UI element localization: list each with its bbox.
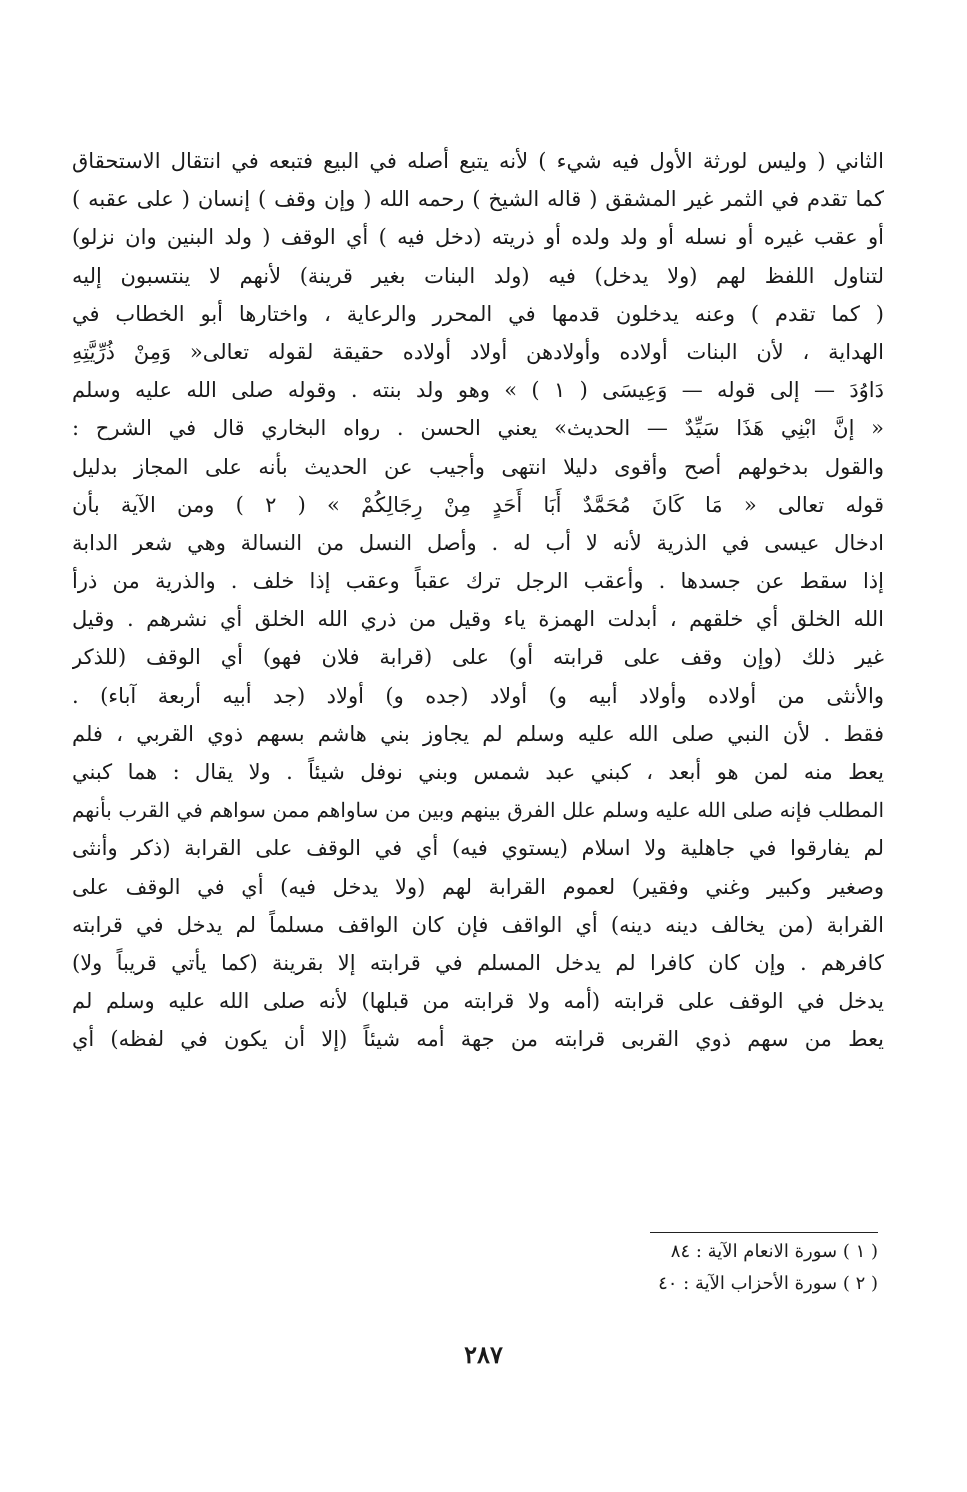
main-text-block — [72, 142, 884, 1059]
text-line-2: كما تقدم في الثمر غير المشقق ( قاله الشيخ ) رحمه الله ( وإن وقف ) إنسان ( على عقبه ) — [72, 187, 884, 212]
text-line-7: دَاوُدَ — إلى قوله — وَعِيسَى ( ١ ) » وهو ولد بنته . وقوله صلى الله عليه وسلم — [72, 378, 884, 403]
text-line-21: القرابة (من يخالف دينه دينه) أي الواقف فإن كان الواقف مسلماً لم يدخل في قرابته — [72, 912, 884, 937]
text-line-8: « إنَّ ابْنِي هَذَا سَيِّدٌ — الحديث» يعني الحسن . رواه البخاري قال في الشرح : — [72, 416, 884, 441]
text-line-20: وصغير وكبير وغني وفقير) لعموم القرابة لهم (ولا يدخل فيه) أي في الوقف على — [72, 874, 884, 899]
text-line-18: المطلب فإنه صلى الله عليه وسلم علل الفرق بينهم وبين من ساواهم ممن سواهم في القرب بأنهم — [72, 798, 884, 823]
text-line-1: الثاني ( وليس لورثة الأول فيه شيء ) لأنه يتبع أصله في البيع فتبعه في انتقال الاستحقاق — [72, 149, 884, 173]
text-line-10: قوله تعالى « مَا كَانَ مُحَمَّدٌ أَبَا أَحَدٍ مِنْ رِجَالِكُمْ » ( ٢ ) ومن الآية بأن — [72, 492, 884, 517]
text-line-16: فقط . لأن النبي صلى الله عليه وسلم لم يجاوز بني هاشم بسهم ذوي القربي ، فلم — [72, 721, 884, 746]
footnote-separator — [650, 1232, 878, 1233]
footnote-1: ( ١ ) سورة الانعام الآية : ٨٤ — [670, 1241, 878, 1262]
text-line-15: والأنثى من أولاده وأولاد أبيه و) أولاد (جده و) أولاد (جد أبيه أربعة آباء) . — [72, 683, 884, 708]
text-line-11: ادخال عيسى في الذرية لأنه لا أب له . وأصل النسل من النسالة وهي شعر الدابة — [72, 530, 884, 555]
footnotes — [480, 1236, 878, 1300]
text-line-23: يدخل في الوقف على قرابته (أمه ولا قرابته من قبلها) لأنه صلى الله عليه وسلم لم — [72, 989, 884, 1014]
text-line-4: لتناول اللفظ لهم (ولا يدخل) فيه (ولد البنات بغير قرينة) لأنهم لا ينتسبون إليه — [72, 263, 884, 288]
text-line-9: والقول بدخولهم أصح وأقوى دليلا انتهى وأجيب عن الحديث بأنه على المجاز بدليل — [72, 454, 884, 479]
text-line-12: إذا سقط عن جسدها . وأعقب الرجل ترك عقباً وعقب إذا خلف . والذرية من ذرأ — [72, 569, 884, 594]
text-line-5: ( كما تقدم ) وعنه يدخلون قدمها في المحرر والرعاية ، واختارها أبو الخطاب في — [72, 301, 884, 326]
text-line-3: أو عقب غيره أو نسله أو ولد ولده أو ذريته (دخل فيه ) أي الوقف ( ولد البنين وان نزلو) — [72, 225, 884, 250]
text-line-17: يعط منه لمن هو أبعد ، كبني عبد شمس وبني نوفل شيئاً . ولا يقال : هما كبني — [72, 760, 884, 784]
text-line-22: كافرهم . وإن كان كافرا لم يدخل المسلم في قرابته إلا بقرينة (كما يأتي قريباً ولا) — [72, 950, 884, 975]
footnote-2: ( ٢ ) سورة الأحزاب الآية : ٤٠ — [658, 1273, 878, 1294]
text-line-13: الله الخلق أي خلقهم ، أبدلت الهمزة ياء وقيل من ذري الله الخلق أي نشرهم . وقيل — [72, 607, 884, 632]
text-line-24: يعط من سهم ذوي القربى قرابته من جهة أمه شيئاً (إلا أن يكون في لفظه) أي — [72, 1027, 884, 1052]
page-number: ٢٨٧ — [464, 1340, 503, 1369]
text-line-6: الهداية ، لأن البنات أولاده وأولادهن أولاد أولاده حقيقة لقوله تعالى« وَمِنْ ذُرِّيَّتِهِ — [72, 339, 884, 364]
text-line-19: لم يفارقوا في جاهلية ولا اسلام (يستوي فيه) أي في الوقف على القرابة (ذكر وأنثى — [72, 836, 884, 861]
text-line-14: غير ذلك (وإن وقف على قرابته أو) على (قرابة فلان فهو) أي الوقف (للذكر — [72, 645, 884, 670]
